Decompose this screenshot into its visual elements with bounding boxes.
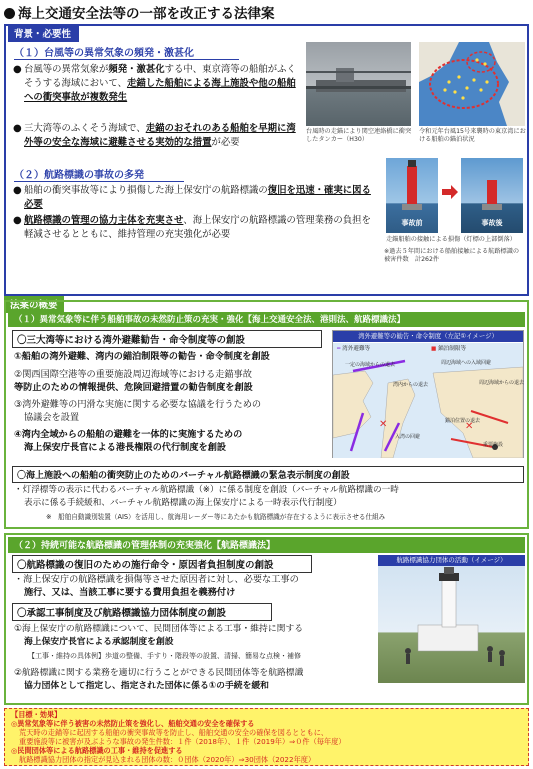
note-examples: 【工事・維持の具体例】歩道の整備、手すり・階段等の設置、清掃、簡易な点検・補修: [28, 652, 301, 660]
item-2: ②関西国際空港等の重要施設周辺海域等における走錨事故 等防止のための情報提供、危険回避措置の勧告制度を創設: [14, 369, 253, 393]
lighthouse-photo: [378, 555, 525, 683]
item-approval: ①海上保安庁の航路標識について、民間団体等による工事・維持に関する 海上保安庁長官による承認制度を創設: [14, 624, 304, 647]
background-tag: 背景・必要性: [8, 25, 79, 42]
heading-buoy-accidents: （２）航路標識の事故の多発: [14, 166, 184, 182]
item-cooperation: ②航路標識に関する業務を適切に行うことができる民間団体等を航路標識 協力団体として指定し、指定された団体に係る①の手続を緩和: [14, 668, 304, 691]
effects-metric-1: 重要施設等に被害が及ぶような事故の発生件数：１件（2018年）、１件（2019年）⇒０件（毎年度）: [19, 737, 346, 746]
bullet-1: ● 台風等の異常気象が頻発・激甚化する中、東京湾等の船舶がふくそうする海域において、走錨した船舶による海上施設や他の船舶への衝突事故が複数発生: [13, 64, 296, 103]
beacon-after-photo: [461, 158, 523, 233]
diagram-title: 湾外避難等の勧告・命令制度（左記①イメージ）: [333, 331, 523, 342]
page-title: 海上交通安全法等の一部を改正する法律案: [4, 2, 529, 22]
bullet-4: ● 航路標識の管理の協力主体を充実させ、海上保安庁の航路標識の管理業務の負担を軽減させるとともに、維持管理の充実強化が必要: [13, 215, 371, 240]
caption-damage: 走錨船舶の接触による損傷（灯標の上部倒落）: [386, 236, 516, 243]
item-restoration: ・海上保安庁の航路標識を損傷等させた原因者に対し、必要な工事の 施行、又は、当該工事に要する費用負担を義務付け: [14, 574, 299, 598]
legend-anchor-restrict: ■ 錨泊制限等: [431, 346, 467, 352]
effects-goal-1: ◎異常気象等に伴う被害の未然防止策を強化し、船舶交通の安全を確保する: [11, 719, 255, 728]
diagram-label-entry-avoid: 入湾の回避: [395, 434, 421, 440]
effects-detail-1: 荒天時の走錨等に起因する船舶の衝突事故等を防止し、船舶交通の安全の確保を図るとともに、: [19, 728, 329, 737]
item-3: ③湾外避難等の円滑な実施に関する必要な協議を行うための 協議会を設置: [14, 399, 262, 423]
effects-section: [4, 708, 529, 766]
diagram-label-near-entry: 周辺海域への入域回避: [441, 360, 492, 366]
note-ais: ※ 船舶自動識別装置（AIS）を活用し、航海用レーダー等にあたかも航路標識が存在するように表示させる仕組み: [46, 513, 386, 521]
after-label: 事故後: [481, 219, 503, 227]
evacuation-diagram: [332, 330, 524, 458]
beacon-before-photo: [386, 158, 438, 233]
diagram-label-facility: 重要施設: [483, 442, 504, 448]
diagram-label-bay-exit: 湾内からの退去: [393, 382, 429, 388]
caption-anchorage: 令和元年台風15号来襲時の東京湾における船舶の錨泊状況: [419, 128, 526, 143]
box-virtual-aids: 〇海上施設への船舶の衝突防止のためのバーチャル航路標識の緊急表示制度の創設: [12, 466, 524, 483]
overview-bar-2: （２）持続可能な航路標識の管理体制の充実強化【航路標識法】: [8, 537, 525, 553]
before-label: 事故前: [401, 219, 423, 227]
bullet-2: ● 三大湾等のふくそう海域で、走錨のおそれのある船舶を早期に湾外等の安全な海域に避難させる実効的な措置が必要: [13, 123, 296, 148]
arrow-right-icon: [442, 184, 458, 200]
lighthouse-photo-title: 航路標識協力団体の活動（イメージ）: [378, 555, 525, 566]
diagram-label-near-exit: 周辺海域からの退去: [479, 380, 525, 386]
overview-bar-1: （１）異常気象等に伴う船舶事故の未然防止策の充実・強化【海上交通安全法、港則法、航路標識法】: [8, 312, 525, 327]
box-approval: 〇承認工事制度及び航路標識協力団体制度の創設: [12, 603, 272, 621]
item-1: ①船舶の湾外避難、湾内の錨泊制限等の勧告・命令制度を創設: [14, 351, 270, 362]
legend-evacuation: ━ 湾外避難等: [337, 346, 371, 352]
box-evacuation-order: 〇三大湾等における湾外避難勧告・命令制度等の創設: [12, 330, 322, 348]
tanker-photo: [306, 42, 411, 126]
caption-tanker: 台風時の走錨により関空連絡橋に衝突したタンカー（H30）: [306, 128, 412, 143]
overview-tag: 法案の概要: [4, 296, 64, 313]
bay-anchorage-map: [419, 42, 525, 126]
bullet-dot-icon: [4, 8, 15, 19]
heading-weather: （１）台風等の異常気象の頻発・激甚化: [14, 44, 239, 60]
caption-damage-count: ※過去５年間における船舶接触による航路標識の被害件数 計262件: [384, 248, 520, 263]
diagram-label-area-exit: 一定の海域からの退去: [345, 362, 396, 368]
effects-goal-2: ◎民間団体等による航路標識の工事・維持を促進する: [11, 746, 183, 755]
item-4: ④湾内全域からの船舶の避難を一体的に実施するための 海上保安庁長官による港長権限の代行制度を創設: [14, 429, 243, 453]
svg-text:✕: ✕: [465, 421, 474, 432]
sustainable-section: [4, 533, 529, 705]
effects-heading: 【目標・効果】: [11, 710, 62, 719]
background-section: [4, 24, 529, 296]
bullet-3: ● 船舶の衝突事故等により損傷した海上保安庁の航路標識の復旧を迅速・確実に図る必要: [13, 185, 371, 210]
svg-text:✕: ✕: [379, 419, 388, 430]
effects-metric-2: 航路標識協力団体の指定が見込まれる団体の数：０団体（2020年）⇒30団体（2022年度）: [19, 755, 316, 764]
box-restoration: 〇航路標識の復旧のための施行命令・原因者負担制度の創設: [12, 555, 312, 573]
diagram-label-anchor-exit: 錨泊位置の退去: [445, 418, 481, 424]
overview-section: [4, 300, 529, 529]
item-virtual-aids: ・灯浮標等の表示に代わるバーチャル航路標識（※）に係る制度を創設（バーチャル航路標識の一時 表示に係る手続緩和、バーチャル航路標識の海上保安庁による一時表示代行制度）: [14, 485, 399, 508]
